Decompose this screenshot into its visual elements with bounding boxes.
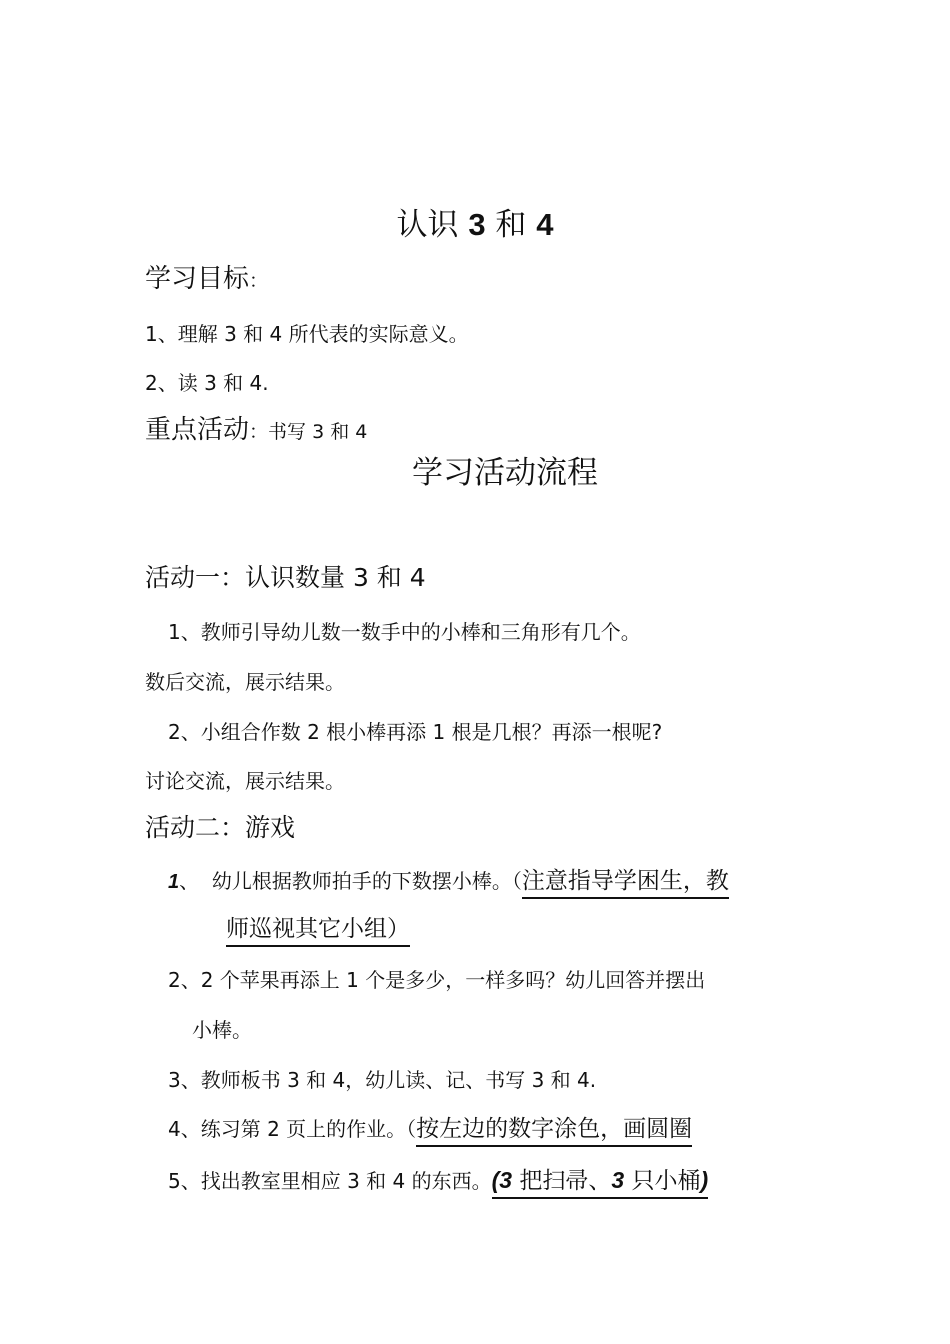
activity2-heading: 活动二：游戏 (145, 813, 296, 842)
flow-title: 学习活动流程 (412, 455, 598, 491)
item4-note: 按左边的数字涂色，画圆圈 (416, 1116, 692, 1147)
activity2-item-1 (168, 866, 729, 897)
activity2-item-5 (168, 1165, 708, 1196)
activity2-item-3: 3、教师板书 3 和 4，幼儿读、记、书写 3 和 4. (168, 1068, 597, 1092)
item1-note-line1: 注意指导学困生，教 (522, 868, 729, 899)
title-prefix: 认识 (396, 207, 459, 243)
goals-heading (145, 262, 268, 298)
activity2-item-2-line1: 2、2 个苹果再添上 1 个是多少，一样多吗？幼儿回答并摆出 (168, 968, 706, 992)
page-title (0, 205, 950, 245)
key-activity-heading (145, 413, 367, 449)
item1-note-line2: 师巡视其它小组） (226, 916, 410, 947)
item5-open-paren: ( (491, 1167, 500, 1193)
item5-mid: 把扫帚、 (512, 1168, 612, 1194)
item5-number-a: 3 (499, 1167, 513, 1193)
item5-number-b: 3 (611, 1167, 625, 1193)
key-activity-text: 书写 3 和 4 (268, 421, 368, 443)
item5-text: 5、找出教室里相应 3 和 4 的东西。 (168, 1169, 492, 1193)
goal-item-2: 2、读 3 和 4. (145, 371, 269, 395)
item4-text: 4、练习第 2 页上的作业。（ (168, 1117, 417, 1141)
activity2-item-2-line2: 小棒。 (192, 1018, 252, 1042)
item5-end: 只小桶 (624, 1168, 701, 1194)
goal-item-1: 1、理解 3 和 4 所代表的实际意义。 (145, 322, 469, 346)
title-number-3: 3 (468, 207, 486, 242)
activity2-item-4 (168, 1114, 692, 1144)
item1-number: 1 (168, 871, 180, 893)
activity1-line-1: 1、教师引导幼儿数一数手中的小棒和三角形有几个。 (168, 620, 641, 644)
key-activity-label: 重点活动 (145, 415, 250, 445)
activity1-line-2: 数后交流，展示结果。 (145, 670, 345, 694)
title-number-4: 4 (536, 207, 554, 242)
key-activity-colon: ： (249, 421, 269, 443)
item1-separator: 、 (179, 869, 200, 893)
item5-close-paren: ) (700, 1167, 709, 1193)
item1-text: 幼儿根据教师拍手的下数摆小棒。（ (211, 869, 522, 893)
item5-note (492, 1168, 709, 1199)
activity1-line-4: 讨论交流，展示结果。 (145, 769, 345, 793)
goals-heading-label: 学习目标 (145, 264, 250, 294)
activity1-line-3: 2、小组合作数 2 根小棒再添 1 根是几根？再添一根呢? (168, 720, 663, 744)
goals-heading-colon: ： (249, 270, 269, 292)
title-and: 和 (495, 207, 527, 243)
activity1-heading: 活动一：认识数量 3 和 4 (145, 563, 426, 592)
activity2-item-1-cont (226, 914, 410, 944)
